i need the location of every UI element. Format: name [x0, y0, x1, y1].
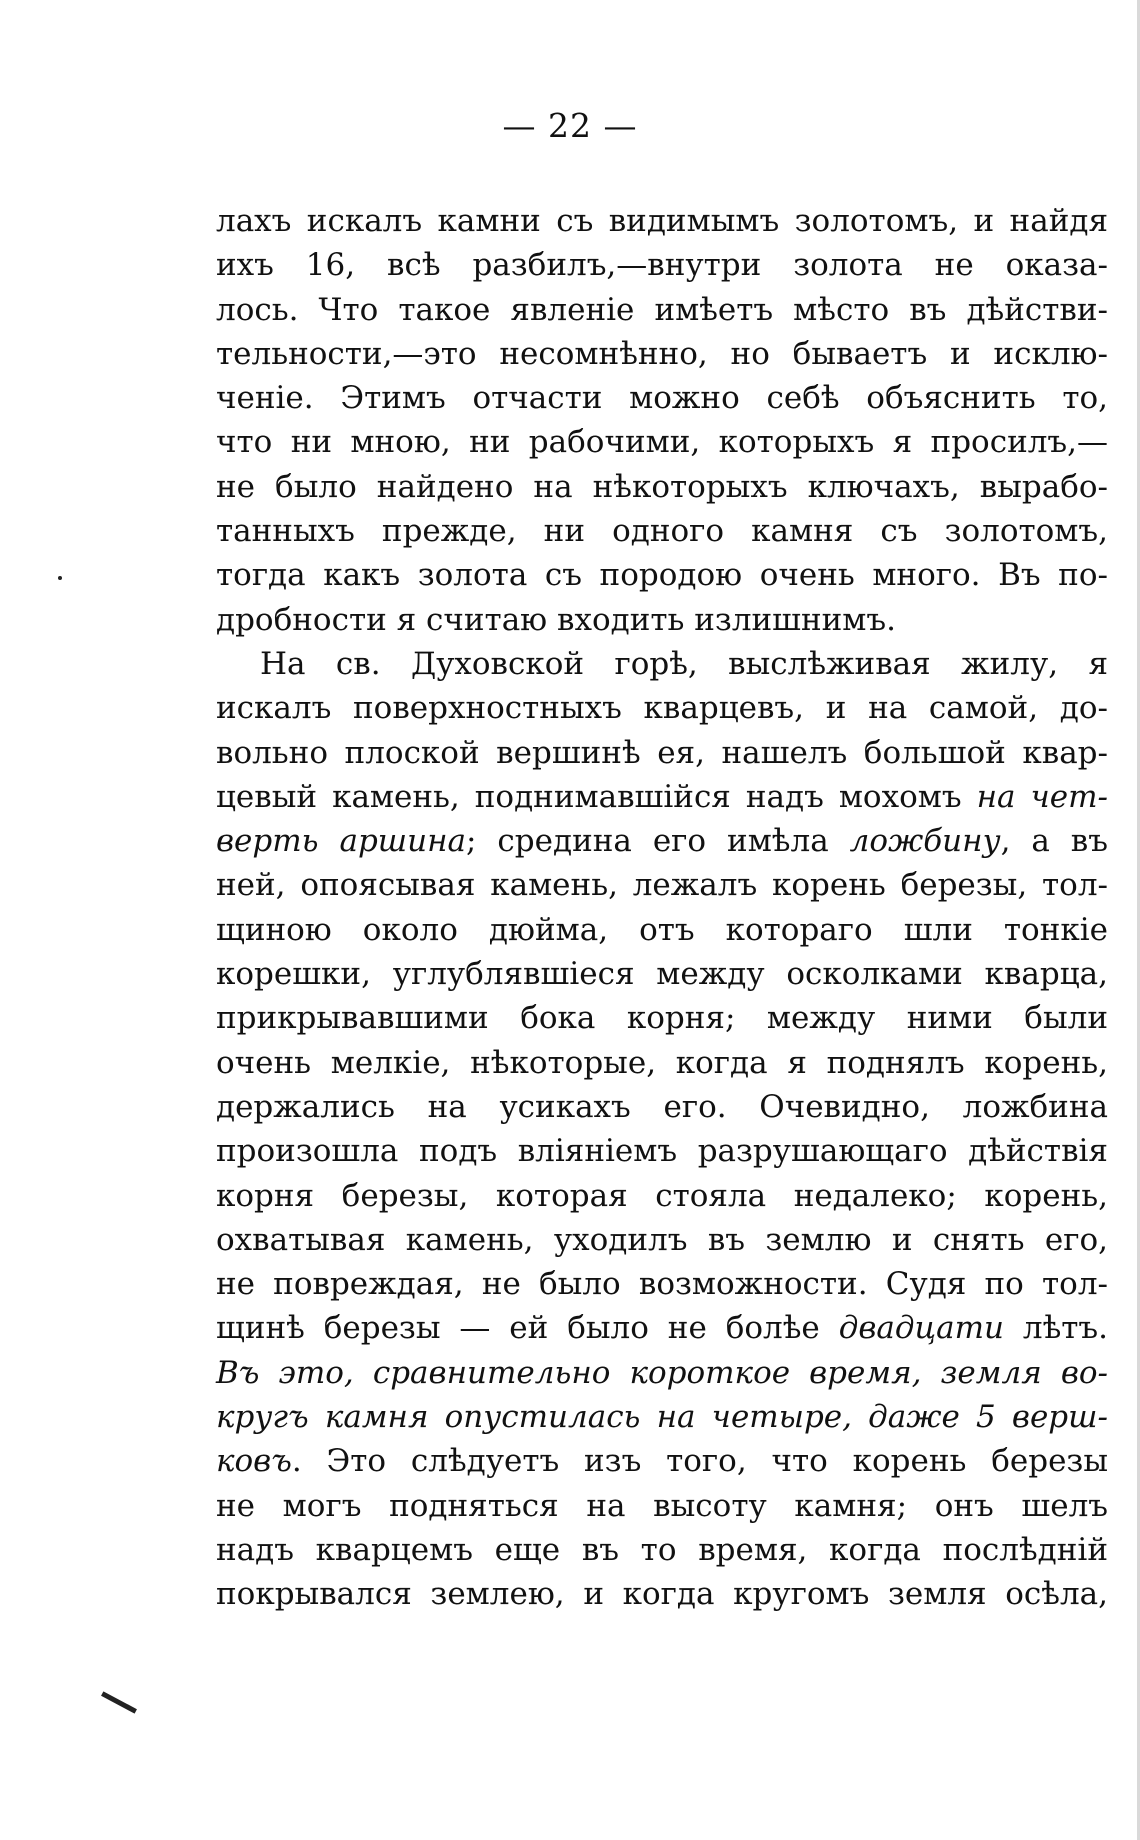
- text-line: На св. Духовской горѣ, выслѣживая жилу, я: [260, 645, 1108, 682]
- text-line: щиною около дюйма, отъ котораго шли тонкіе: [216, 911, 1108, 948]
- text-line: охватывая камень, уходилъ въ землю и снять его,: [216, 1221, 1108, 1258]
- text-segment: лѣтъ.: [1022, 1310, 1109, 1347]
- text-line: лось. Что такое явленіе имѣетъ мѣсто въ дѣйстви-: [216, 291, 1108, 328]
- text-line: ихъ 16, всѣ разбилъ,—внутри золота не оказа-: [216, 247, 1108, 284]
- text-line: не могъ подняться на высоту камня; онъ шелъ: [216, 1487, 1108, 1524]
- text-line: что ни мною, ни рабочими, которыхъ я просилъ,—: [216, 424, 1108, 461]
- scan-mark: [101, 1691, 137, 1713]
- text-line: произошла подъ вліяніемъ разрушающаго дѣйствія: [216, 1133, 1108, 1170]
- text-line: искалъ поверхностныхъ кварцевъ, и на самой, до-: [216, 690, 1108, 727]
- text-line: [216, 1395, 1108, 1439]
- text-segment: ; средина его имѣла: [466, 823, 829, 860]
- italic-text: двадцати: [838, 1310, 1004, 1347]
- text-line: дробности я считаю входить излишнимъ.: [216, 601, 897, 638]
- scan-speck: [58, 576, 62, 580]
- text-line: держались на усикахъ его. Очевидно, ложбина: [216, 1088, 1108, 1125]
- italic-text: Въ это, сравнительно короткое время, земля во-: [216, 1354, 1108, 1391]
- text-line: надъ кварцемъ еще въ то время, когда послѣдній: [216, 1531, 1108, 1568]
- text-line: [216, 1351, 1108, 1395]
- page-number: — 22 —: [502, 106, 638, 145]
- italic-text: верть аршина: [216, 823, 467, 860]
- text-line: вольно плоской вершинѣ ея, нашелъ большой квар-: [216, 734, 1108, 771]
- text-line: ченіе. Этимъ отчасти можно себѣ объяснить то,: [216, 380, 1108, 417]
- text-line: тельности,—это несомнѣнно, но бываетъ и исклю-: [216, 335, 1108, 372]
- italic-text: ложбину: [849, 823, 1001, 860]
- text-segment: цевый камень, поднимавшійся надъ мохомъ: [216, 778, 962, 815]
- text-line: [216, 775, 1108, 819]
- text-line: [216, 1306, 1108, 1350]
- text-line: не повреждая, не было возможности. Судя по тол-: [216, 1266, 1108, 1303]
- italic-text: на чет-: [976, 778, 1108, 815]
- text-line: корешки, углублявшіеся между осколками кварца,: [216, 956, 1108, 993]
- text-line: прикрывавшими бока корня; между ними были: [216, 1000, 1108, 1037]
- text-line: очень мелкіе, нѣкоторые, когда я поднялъ корень,: [216, 1044, 1108, 1081]
- text-line: покрывался землею, и когда кругомъ земля осѣла,: [216, 1576, 1108, 1613]
- text-line: лахъ искалъ камни съ видимымъ золотомъ, и найдя: [216, 203, 1108, 239]
- body-text: [216, 199, 1108, 1617]
- text-line: корня березы, которая стояла недалеко; корень,: [216, 1177, 1108, 1214]
- italic-text: кругъ камня опустилась на четыре, даже 5 верш-: [216, 1399, 1108, 1436]
- text-line: танныхъ прежде, ни одного камня съ золотомъ,: [216, 513, 1108, 550]
- text-segment: . Это слѣдуетъ изъ того, что корень березы: [291, 1443, 1108, 1480]
- text-line: тогда какъ золота съ породою очень много. Въ по-: [216, 557, 1108, 594]
- text-segment: , а въ: [1000, 823, 1108, 860]
- text-line: [216, 819, 1108, 863]
- italic-text: ковъ: [216, 1443, 292, 1480]
- text-line: не было найдено на нѣкоторыхъ ключахъ, вырабо-: [216, 468, 1108, 505]
- text-line: [216, 1439, 1108, 1483]
- text-line: ней, опоясывая камень, лежалъ корень березы, тол-: [216, 867, 1108, 904]
- text-segment: щинѣ березы — ей было не болѣе: [216, 1310, 820, 1347]
